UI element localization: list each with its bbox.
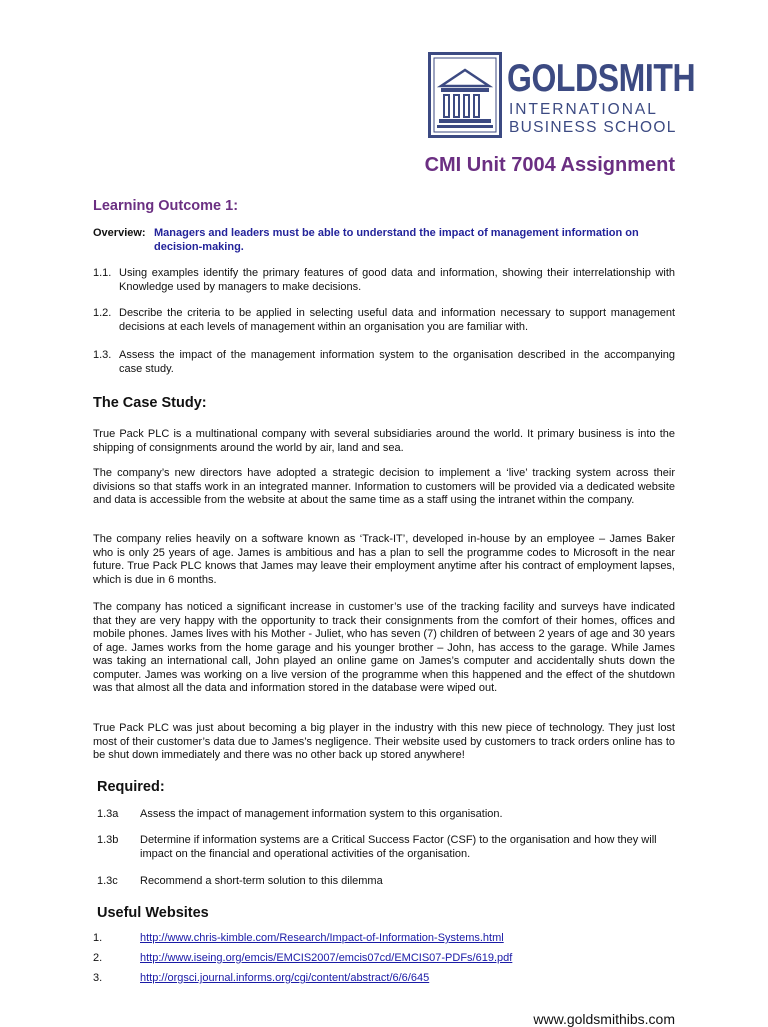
footer-url: www.goldsmithibs.com [533, 1011, 675, 1027]
overview-text: Managers and leaders must be able to understand the impact of management information on decision-making. [154, 227, 639, 253]
required-item [97, 833, 675, 861]
brand-line-2: BUSINESS SCHOOL [509, 119, 677, 136]
outcome-item [93, 266, 675, 294]
outcome-number: 1.3. [93, 349, 112, 361]
learning-outcome-heading: Learning Outcome 1: [93, 198, 239, 214]
websites-heading: Useful Websites [97, 905, 209, 921]
overview-label: Overview: [93, 227, 146, 239]
case-study-paragraph: True Pack PLC was just about becoming a big player in the industry with this new piece of technology. They just lost most of their customer’s data due to James’s negligence. Their website used by customers to track orders online has to be shut down immediately and there was no other back up stored anywhere! [93, 722, 675, 761]
website-index: 1. [93, 932, 103, 944]
case-study-heading: The Case Study: [93, 395, 207, 411]
outcome-item [93, 306, 675, 334]
case-study-paragraph: The company relies heavily on a software known as ‘Track-IT’, developed in-house by an employee – James Baker who is only 25 years of age. James is ambitious and has a plan to sell the programme codes to Microsoft in the near future. True Pack PLC knows that James may leave their employment anytime after his contract of employment lapses, which is due in 6 months. [93, 533, 675, 586]
brand-name: GOLDSMITH [507, 57, 696, 100]
required-text: Assess the impact of management information system to this organisation. [140, 808, 503, 820]
document-title: CMI Unit 7004 Assignment [424, 154, 675, 176]
outcome-text: Describe the criteria to be applied in selecting useful data and information necessary to support management decisions at each levels of management within an organisation you are familiar with. [119, 307, 675, 333]
outcome-number: 1.2. [93, 307, 112, 319]
outcome-text: Using examples identify the primary features of good data and information, showing their interrelationship with Knowledge used by managers to make decisions. [119, 267, 675, 293]
required-code: 1.3b [97, 834, 119, 846]
outcome-number: 1.1. [93, 267, 112, 279]
goldsmith-logo [428, 52, 696, 138]
building-columns-icon [428, 52, 502, 138]
required-heading: Required: [97, 779, 165, 795]
required-text: Recommend a short-term solution to this dilemma [140, 875, 383, 887]
required-item [97, 874, 675, 888]
website-index: 2. [93, 952, 103, 964]
outcome-text: Assess the impact of the management information system to the organisation described in the accompanying case study. [119, 349, 675, 375]
website-index: 3. [93, 972, 103, 984]
case-study-paragraph: The company’s new directors have adopted a strategic decision to implement a ‘live’ tracking system across their divisions so that staffs work in an integrated manner. Information to customers will be provided via a dedicated website and data is accessible from the website at about the same time as a staff using the intranet within the company. [93, 467, 675, 506]
website-link[interactable]: http://orgsci.journal.informs.org/cgi/content/abstract/6/6/645 [140, 972, 430, 984]
outcome-item [93, 348, 675, 376]
required-item [97, 807, 675, 821]
required-code: 1.3a [97, 808, 119, 820]
case-study-paragraph: The company has noticed a significant increase in customer’s use of the tracking facility and surveys have indicated that they are very happy with the opportunity to track their consignments from the comfort of their homes, offices and mobile phones. James lives with his Mother - Juliet, who has seven (7) children of between 2 years of age and 30 years of age. James works from the home garage and his younger brother – John, has access to the garage. While James was taking an international call, John played an online game on James’s computer and accidentally shuts down the computer. James was working on a live version of the programme when this happened and the effect of the shutdown was that almost all the data and information stored in the database were wiped out. [93, 601, 675, 694]
website-link[interactable]: http://www.chris-kimble.com/Research/Impact-of-Information-Systems.html [140, 932, 504, 944]
required-code: 1.3c [97, 875, 118, 887]
brand-line-1: INTERNATIONAL [509, 101, 658, 118]
website-link[interactable]: http://www.iseing.org/emcis/EMCIS2007/emcis07cd/EMCIS07-PDFs/619.pdf [140, 952, 513, 964]
required-text: Determine if information systems are a Critical Success Factor (CSF) to the organisation and how they will impact on the financial and operational activities of the organisation. [140, 834, 657, 860]
case-study-paragraph: True Pack PLC is a multinational company with several subsidiaries around the world. It primary business is into the shipping of consignments around the world by air, land and sea. [93, 428, 675, 454]
